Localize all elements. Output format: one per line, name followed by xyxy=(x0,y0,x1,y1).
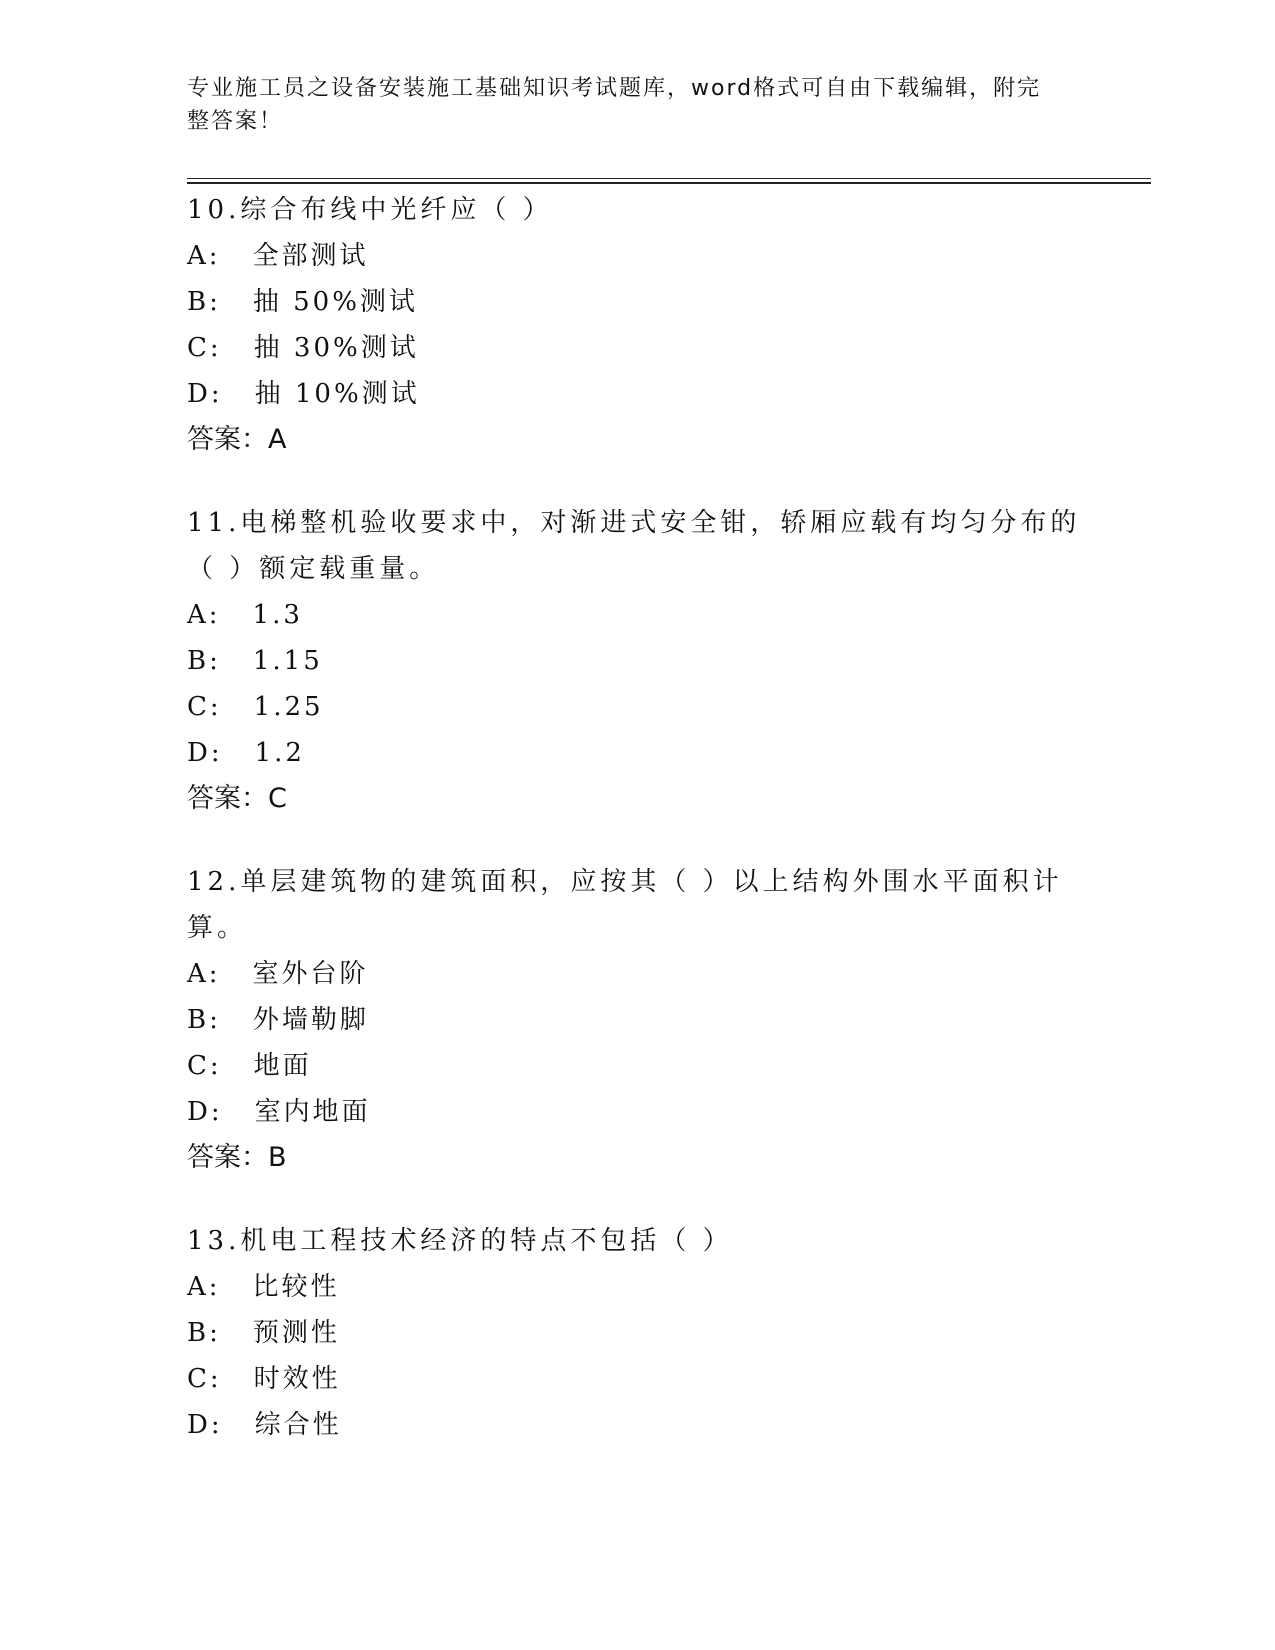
header-line-2: 整答案！ xyxy=(187,109,284,134)
option-letter: C: xyxy=(187,1364,222,1394)
answer-line: 答案：C xyxy=(187,783,287,814)
option-d xyxy=(187,730,1087,776)
header-divider-thick xyxy=(187,182,1151,184)
question-12 xyxy=(187,859,1087,1181)
option-letter: D: xyxy=(187,1097,223,1127)
question-10 xyxy=(187,187,1087,463)
question-stem: 11.电梯整机验收要求中，对渐进式安全钳，轿厢应载有均匀分布的（ ）额定载重量。 xyxy=(187,508,1081,584)
option-text: 抽 10%测试 xyxy=(254,379,420,409)
option-letter: A: xyxy=(187,959,221,989)
option-text: 综合性 xyxy=(254,1410,342,1440)
option-letter: C: xyxy=(187,1051,222,1081)
option-text: 抽 30%测试 xyxy=(253,333,419,363)
question-list xyxy=(187,187,1087,1485)
option-letter: B: xyxy=(187,287,221,317)
option-text: 1.2 xyxy=(254,738,305,768)
option-letter: D: xyxy=(187,1410,223,1440)
option-b xyxy=(187,1310,1087,1356)
document-header xyxy=(187,72,1067,138)
header-line-1: 专业施工员之设备安装施工基础知识考试题库，word格式可自由下载编辑，附完 xyxy=(187,76,1042,101)
option-text: 1.15 xyxy=(252,646,323,676)
option-b xyxy=(187,997,1087,1043)
option-d xyxy=(187,1089,1087,1135)
option-text: 时效性 xyxy=(253,1364,341,1394)
option-b xyxy=(187,279,1087,325)
option-a xyxy=(187,592,1087,638)
question-13 xyxy=(187,1218,1087,1448)
option-a xyxy=(187,1264,1087,1310)
option-text: 全部测试 xyxy=(252,241,369,271)
option-letter: B: xyxy=(187,646,221,676)
option-text: 外墙勒脚 xyxy=(252,1005,369,1035)
option-letter: B: xyxy=(187,1318,221,1348)
option-text: 比较性 xyxy=(252,1272,340,1302)
option-a xyxy=(187,951,1087,997)
option-text: 预测性 xyxy=(252,1318,340,1348)
question-stem: 10.综合布线中光纤应（ ） xyxy=(187,195,553,225)
option-letter: C: xyxy=(187,333,222,363)
header-divider-thin xyxy=(187,178,1151,179)
option-text: 1.25 xyxy=(253,692,324,722)
option-letter: B: xyxy=(187,1005,221,1035)
option-c xyxy=(187,1043,1087,1089)
option-text: 室内地面 xyxy=(254,1097,371,1127)
option-b xyxy=(187,638,1087,684)
option-d xyxy=(187,1402,1087,1448)
option-c xyxy=(187,684,1087,730)
question-stem: 12.单层建筑物的建筑面积，应按其（ ）以上结构外围水平面积计算。 xyxy=(187,867,1063,943)
option-letter: A: xyxy=(187,241,221,271)
option-text: 地面 xyxy=(253,1051,312,1081)
option-d xyxy=(187,371,1087,417)
option-letter: A: xyxy=(187,1272,221,1302)
question-11 xyxy=(187,500,1087,822)
answer-line: 答案：B xyxy=(187,1142,287,1173)
option-text: 1.3 xyxy=(252,600,303,630)
option-a xyxy=(187,233,1087,279)
option-letter: D: xyxy=(187,738,223,768)
option-text: 室外台阶 xyxy=(252,959,369,989)
option-text: 抽 50%测试 xyxy=(252,287,418,317)
option-letter: D: xyxy=(187,379,223,409)
question-stem: 13.机电工程技术经济的特点不包括（ ） xyxy=(187,1226,733,1256)
answer-line: 答案：A xyxy=(187,424,287,455)
option-c xyxy=(187,1356,1087,1402)
option-c xyxy=(187,325,1087,371)
option-letter: C: xyxy=(187,692,222,722)
option-letter: A: xyxy=(187,600,221,630)
